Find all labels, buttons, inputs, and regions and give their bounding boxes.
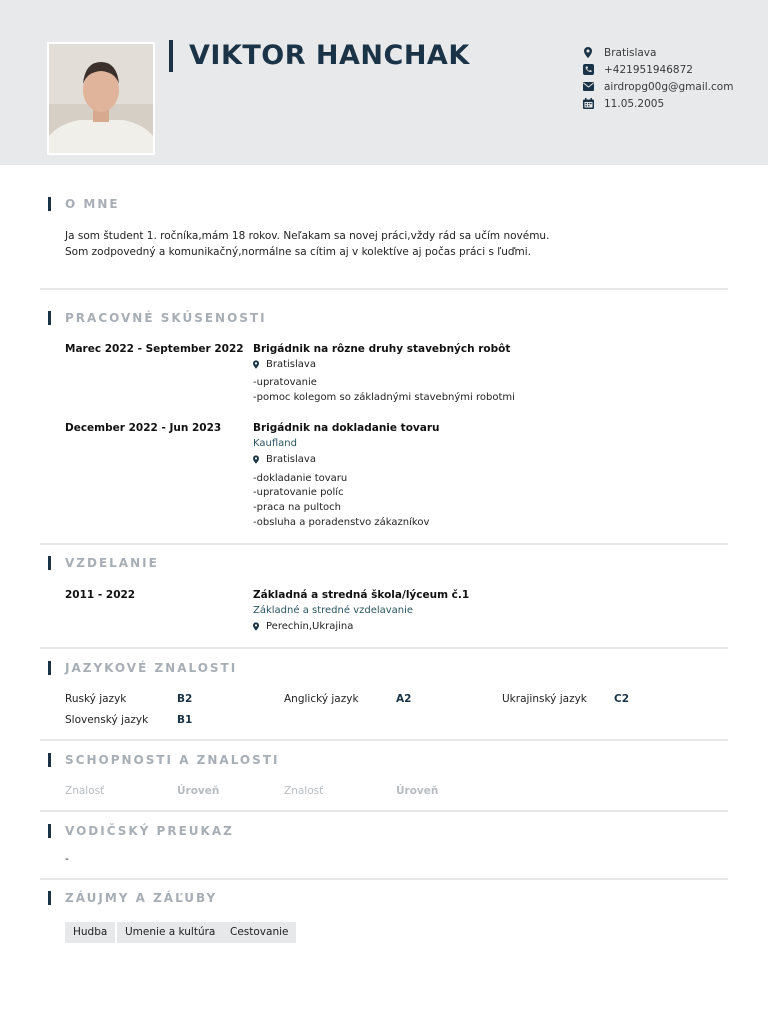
job-1-task: -upratovanie xyxy=(253,377,317,388)
section-divider xyxy=(40,739,728,741)
hobby-tag: Umenie a kultúra xyxy=(117,922,223,943)
contact-phone-row xyxy=(582,61,733,78)
map-pin-icon xyxy=(253,360,259,369)
education-period: 2011 - 2022 xyxy=(65,589,136,601)
map-pin-icon xyxy=(253,622,259,631)
contact-city-row xyxy=(582,44,733,61)
section-title-education: VZDELANIE xyxy=(48,556,159,570)
job-2-task: -dokladanie tovaru xyxy=(253,473,348,484)
section-title-hobbies: ZÁUJMY A ZÁĽUBY xyxy=(48,891,217,905)
education-location-text: Perechin,Ukrajina xyxy=(266,621,354,632)
language-name: Ruský jazyk xyxy=(65,693,127,705)
education-school: Základná a stredná škola/lýceum č.1 xyxy=(253,589,470,601)
skill-level-placeholder: Úroveň xyxy=(177,785,220,797)
job-1-task: -pomoc kolegom so základnými stavebnými robotmi xyxy=(253,392,515,403)
section-divider xyxy=(40,878,728,880)
section-title-languages: JAZYKOVÉ ZNALOSTI xyxy=(48,661,237,675)
contact-birthdate: 11.05.2005 xyxy=(604,97,665,110)
section-title-about: O MNE xyxy=(48,197,120,211)
candidate-name: VIKTOR HANCHAK xyxy=(169,40,470,72)
license-value: - xyxy=(65,853,69,865)
section-title-license: VODIČSKÝ PREUKAZ xyxy=(48,824,234,838)
language-level: B2 xyxy=(177,693,193,705)
contact-block xyxy=(582,44,733,112)
education-level: Základné a stredné vzdelavanie xyxy=(253,605,414,616)
contact-phone[interactable]: +421951946872 xyxy=(604,63,693,76)
about-line-2: Som zodpovedný a komunikačný,normálne sa cítim aj v kolektíve aj počas práci s ľuďmi. xyxy=(65,246,531,258)
job-2-task: -upratovanie políc xyxy=(253,487,344,498)
language-level: B1 xyxy=(177,714,193,726)
section-title-experience: PRACOVNÉ SKÚSENOSTI xyxy=(48,311,267,325)
language-level: C2 xyxy=(614,693,630,705)
phone-icon xyxy=(582,64,594,76)
job-1-location-text: Bratislava xyxy=(266,359,316,370)
about-line-1: Ja som študent 1. ročníka,mám 18 rokov. Neľakam sa novej práci,vždy rád sa učím novému. xyxy=(65,230,550,242)
calendar-icon xyxy=(582,98,594,110)
profile-photo xyxy=(47,42,155,155)
skill-placeholder: Znalosť xyxy=(65,785,105,797)
section-divider xyxy=(40,543,728,545)
contact-city: Bratislava xyxy=(604,46,657,59)
job-2-location xyxy=(253,454,316,465)
hobby-tag: Cestovanie xyxy=(222,922,296,943)
contact-email[interactable]: airdropg00g@gmail.com xyxy=(604,80,734,93)
job-2-company: Kaufland xyxy=(253,438,297,449)
map-pin-icon xyxy=(253,455,259,464)
job-1-position: Brigádnik na rôzne druhy stavebných robôt xyxy=(253,343,511,355)
contact-email-row xyxy=(582,78,733,95)
skill-level-placeholder: Úroveň xyxy=(396,785,439,797)
section-divider xyxy=(40,810,728,812)
hobby-tag: Hudba xyxy=(65,922,115,943)
skill-placeholder: Znalosť xyxy=(284,785,324,797)
map-pin-icon xyxy=(582,47,594,59)
job-2-task: -praca na pultoch xyxy=(253,502,341,513)
envelope-icon xyxy=(582,81,594,93)
job-2-period: December 2022 - Jun 2023 xyxy=(65,422,222,434)
language-name: Ukrajinský jazyk xyxy=(502,693,587,705)
job-1-location xyxy=(253,359,316,370)
education-location xyxy=(253,621,353,632)
language-name: Anglický jazyk xyxy=(284,693,359,705)
section-divider xyxy=(40,288,728,290)
language-level: A2 xyxy=(396,693,412,705)
job-2-task: -obsluha a poradenstvo zákazníkov xyxy=(253,517,430,528)
section-title-skills: SCHOPNOSTI A ZNALOSTI xyxy=(48,753,279,767)
job-1-period: Marec 2022 - September 2022 xyxy=(65,343,244,355)
job-2-position: Brigádnik na dokladanie tovaru xyxy=(253,422,440,434)
job-2-location-text: Bratislava xyxy=(266,454,316,465)
contact-birthdate-row xyxy=(582,95,733,112)
language-name: Slovenský jazyk xyxy=(65,714,149,726)
section-divider xyxy=(40,647,728,649)
